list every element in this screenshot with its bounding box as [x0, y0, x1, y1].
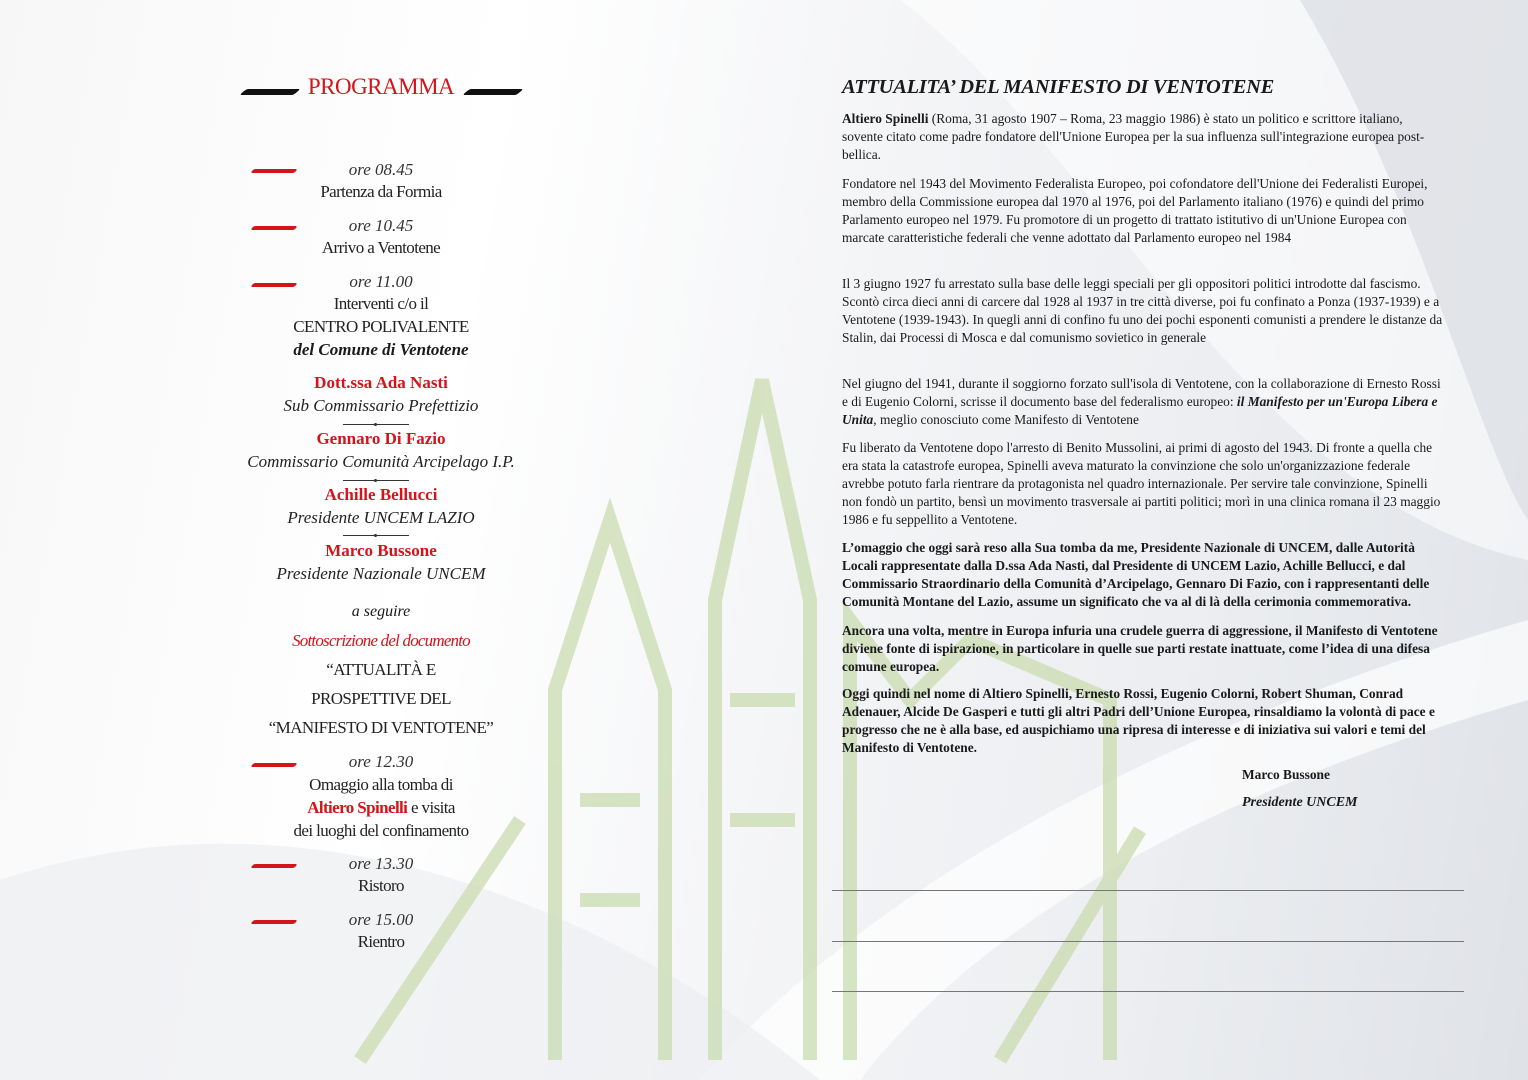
signature-role: Presidente UNCEM [1242, 795, 1358, 810]
speaker-name: Marco Bussone [325, 541, 437, 560]
schedule-desc-rest: e visita [407, 798, 455, 817]
schedule-desc: Partenza da Formia [320, 182, 442, 201]
speaker-role: Commissario Comunità Arcipelago I.P. [247, 452, 515, 471]
programma-title: PROGRAMMA [307, 74, 455, 99]
separator [343, 480, 409, 481]
schedule-time: ore 13.30 [348, 854, 414, 873]
schedule-desc: Arrivo a Ventotene [321, 238, 441, 257]
schedule-time: ore 08.45 [348, 160, 414, 179]
a-seguire: a seguire [351, 603, 411, 620]
paragraph-text: , meglio conosciuto come Manifesto di Ventotene [873, 412, 1139, 427]
document-title-line: PROSPETTIVE DEL [311, 689, 451, 708]
document-title-line: “MANIFESTO DI VENTOTENE” [268, 718, 494, 737]
blank-signature-line [832, 890, 1464, 891]
programma-header-left-dash [239, 89, 300, 95]
speaker-role: Sub Commissario Prefettizio [283, 396, 479, 415]
article-paragraph [842, 375, 1446, 429]
speaker-name: Dott.ssa Ada Nasti [314, 373, 448, 392]
schedule-time: ore 11.00 [349, 272, 413, 291]
paragraph-text: (Roma, 31 agosto 1907 – Roma, 23 maggio 1986) è stato un politico e scrittore italiano, sovente citato come padre fondatore dell'Unione Europea per la sua influenza sull'integrazione europea post-bellica. [842, 111, 1425, 162]
schedule-desc: Interventi c/o il [333, 294, 429, 313]
manifesto-title: il Manifesto per un'Europa Libera e Unita [842, 394, 1438, 427]
blank-signature-line [832, 941, 1464, 942]
speaker-name: Achille Bellucci [324, 485, 438, 504]
paragraph-text: Nel giugno del 1941, durante il soggiorno forzato sull'isola di Ventotene, con la collaborazione di Ernesto Rossi e di Eugenio Colorni, scrisse il documento base del federalismo europeo: [842, 376, 1441, 409]
schedule-desc: Omaggio alla tomba di [309, 775, 453, 794]
article-paragraph: Fondatore nel 1943 del Movimento Federalista Europeo, poi cofondatore dell'Unione dei Federalisti Europei, membro della Commissione europea dal 1970 al 1976, poi del Parlamento italiano (1976) e quindi del primo Parlamento europeo nel 1979. Fu promotore di un progetto di trattato istitutivo di un'Unione Europea con marcate caratteristiche federali che venne adottato dal Parlamento europeo nel 1984 [842, 176, 1428, 245]
separator [343, 424, 409, 425]
speaker-name: Gennaro Di Fazio [316, 429, 446, 448]
schedule-desc: CENTRO POLIVALENTE [293, 317, 469, 336]
schedule-desc: Rientro [357, 932, 405, 951]
schedule-time: ore 10.45 [348, 216, 414, 235]
schedule-time: ore 12.30 [348, 752, 414, 771]
bold-name: Altiero Spinelli [842, 111, 929, 126]
schedule-desc [181, 798, 581, 818]
article-paragraph [842, 110, 1446, 164]
article-paragraph: Fu liberato da Ventotene dopo l'arresto di Benito Mussolini, ai primi di agosto del 1943. Di fronte a quella che era stata la catastrofe europea, Spinelli aveva maturato la convinzione che solo un'organizzazione federale avrebbe potuto farla rientrare da protagonista nel quadro internazionale. Per servire tale convinzione, Spinelli non fondò un partito, bensì un movimento trasversale ai partiti politici; morì in una clinica romana il 23 maggio 1986 e fu seppellito a Ventotene. [842, 440, 1441, 527]
article-paragraph: Ancora una volta, mentre in Europa infuria una crudele guerra di aggressione, il Manifesto di Ventotene diviene fonte di ispirazione, in particolare in quelle sue parti restate inattuate, come l’idea di una difesa comune europea. [842, 623, 1438, 674]
schedule-time: ore 15.00 [348, 910, 414, 929]
schedule-venue: del Comune di Ventotene [293, 340, 469, 359]
article-paragraph: Oggi quindi nel nome di Altiero Spinelli, Ernesto Rossi, Eugenio Colorni, Robert Shuman, Conrad Adenauer, Alcide De Gasperi e tutti gli altri Padri dell’Unione Europea, rinsaldiamo la volontà di pace e progresso che ne è alla base, ed auspichiamo una ripresa di interesse e di iniziativa sui valori e temi del Manifesto di Ventotene. [842, 686, 1435, 755]
document-title-line: “ATTUALITÀ E [326, 660, 436, 679]
programma-header-right-dash [462, 89, 523, 95]
article-paragraph: Il 3 giugno 1927 fu arrestato sulla base delle leggi speciali per gli oppositori politici introdotte dal fascismo. Scontò circa dieci anni di carcere dal 1928 al 1937 in tre città diverse, poi fu confinato a Ponza (1937-1939) e a Ventotene (1939-1943). In quegli anni di confino fu uno dei pochi esponenti comunisti a prendere le distanze da Stalin, dai Processi di Mosca e dal comunismo sovietico in generale [842, 276, 1443, 345]
article-paragraph: L’omaggio che oggi sarà reso alla Sua tomba da me, Presidente Nazionale di UNCEM, dalle Autorità Locali rappresentate dalla D.ssa Ada Nasti, dal Presidente di UNCEM Lazio, Achille Bellucci, e dal Commissario Straordinario della Comunità d’Arcipelago, Gennaro Di Fazio, con i rappresentanti delle Comunità Montane del Lazio, assume un significato che va al di là della cerimonia commemorativa. [842, 540, 1430, 609]
speaker-role: Presidente UNCEM LAZIO [287, 508, 475, 527]
highlight-name: Altiero Spinelli [307, 798, 408, 817]
article-title: ATTUALITA’ DEL MANIFESTO DI VENTOTENE [842, 76, 1275, 98]
speaker-role: Presidente Nazionale UNCEM [276, 564, 486, 583]
schedule-desc: dei luoghi del confinamento [293, 821, 469, 840]
sottoscrizione-label: Sottoscrizione del documento [292, 631, 470, 650]
signature-name: Marco Bussone [1242, 767, 1330, 782]
schedule-desc: Ristoro [358, 876, 404, 895]
separator [343, 535, 409, 536]
blank-signature-line [832, 991, 1464, 992]
